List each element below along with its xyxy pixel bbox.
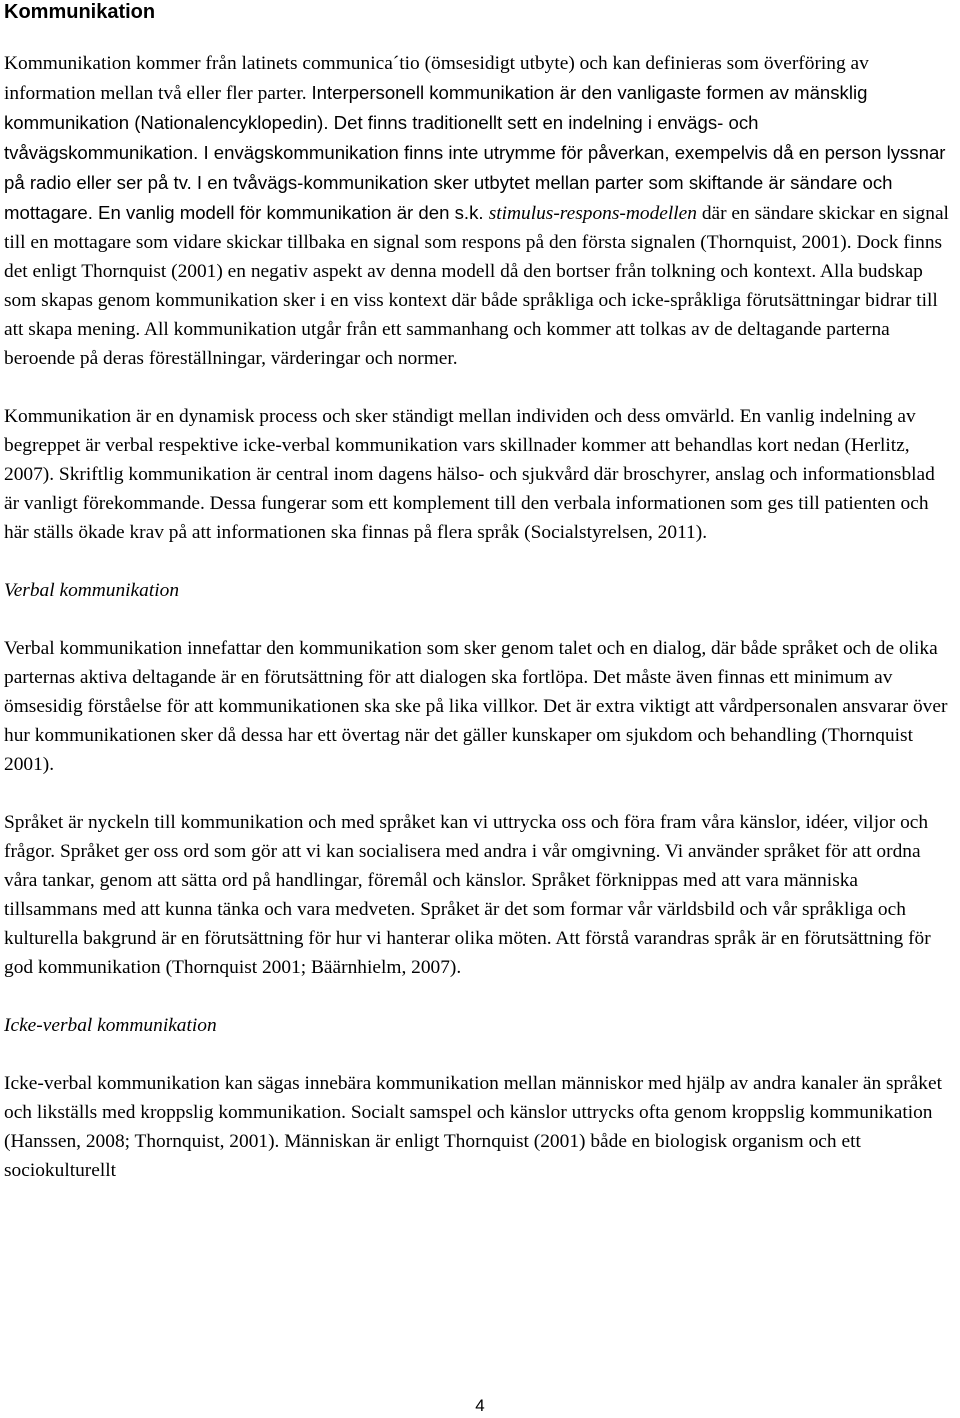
paragraph-verbal: Verbal kommunikation innefattar den kommunikation som sker genom talet och en dialog, där både språket och de olika parternas aktiva deltagande är en förutsättning för att dialogen ska fortlöpa. Det måste även finnas ett minimum av ömsesidig förståelse för att kommunikationen ska ske på lika villkor. Det är extra viktigt att vårdpersonalen ansvarar över hur kommunikationen sker då dessa har ett övertag när det gäller kunskaper om sjukdom och behandling (Thornquist 2001).: [4, 638, 948, 775]
paragraph-language: Språket är nyckeln till kommunikation och med språket kan vi uttrycka oss och föra fram våra känslor, idéer, viljor och frågor. Språket ger oss ord som gör att vi kan socialisera med andra i vår omgivning. Vi använder språket för att ordna våra tankar, genom att sätta ord på handlingar, föremål och känslor. Språket förknippas med att vara människa tillsammans med att kunna tänka och vara medveten. Språket är det som formar vår världsbild och vår språkliga och kulturella bakgrund är en förutsättning för hur vi hanterar olika möten. Att förstå varandras språk är en förutsättning för god kommunikation (Thornquist 2001; Bäärnhielm, 2007).: [4, 812, 931, 978]
document-page: [4, 0, 954, 1185]
paragraph-nonverbal: Icke-verbal kommunikation kan sägas innebära kommunikation mellan människor med hjälp av andra kanaler än språket och likställs med kroppslig kommunikation. Socialt samspel och känslor uttrycks ofta genom kroppslig kommunikation (Hanssen, 2008; Thornquist, 2001). Människan är enligt Thornquist (2001) både en biologisk organism och ett sociokulturellt: [4, 1073, 942, 1181]
italic-term: stimulus-respons-modellen: [488, 203, 697, 224]
subheading-nonverbal: Icke-verbal kommunikation: [4, 1015, 217, 1036]
page-number: 4: [475, 1396, 485, 1415]
paragraph-text: där en sändare skickar en signal till en mottagare som vidare skickar tillbaka en signal som respons på den första signalen (Thornquist, 2001). Dock finns det enligt Thornquist (2001) en negativ aspekt av denna modell då den bortser från tolkning och kontext. Alla budskap som skapas genom kommunikation sker i en viss kontext där både språkliga och icke-språkliga förutsättningar bidrar till att skapa mening. All kommunikation utgår från ett sammanhang och kommer att tolkas av de deltagande parterna beroende på deras föreställningar, värderingar och normer.: [4, 203, 949, 369]
paragraph-text-sans: Interpersonell kommunikation är den vanligaste formen av mänsklig kommunikation (Nationalencyklopedin). Det finns traditionellt sett en indelning i envägs- och tvåvägskommunikation. I envägskommunikation finns inte utrymme för påverkan, exempelvis då en person lyssnar på radio eller ser på tv. I en tvåvägs-kommunikation sker utbytet mellan parter som skiftande är sändare och mottagare. En vanlig modell för kommunikation är den s.k.: [4, 82, 946, 223]
paragraph-dynamic-process: Kommunikation är en dynamisk process och sker ständigt mellan individen och dess omvärld. En vanlig indelning av begreppet är verbal respektive icke-verbal kommunikation vars skillnader kommer att behandlas kort nedan (Herlitz, 2007). Skriftlig kommunikation är central inom dagens hälso- och sjukvård där broschyrer, anslag och informationsblad är vanligt förekommande. Dessa fungerar som ett komplement till den verbala informationen som ges till patienten och här ställs ökade krav på att informationen ska finnas på flera språk (Socialstyrelsen, 2011).: [4, 406, 935, 543]
paragraph-text: Kommunikation kommer från latinets communica´tio (ömsesidigt utbyte) och kan definieras som överföring av information mellan två eller fler parter.: [4, 53, 869, 104]
section-heading: Kommunikation: [4, 1, 156, 23]
paragraph-communication-definition: [4, 49, 954, 373]
subheading-verbal: Verbal kommunikation: [4, 580, 180, 601]
